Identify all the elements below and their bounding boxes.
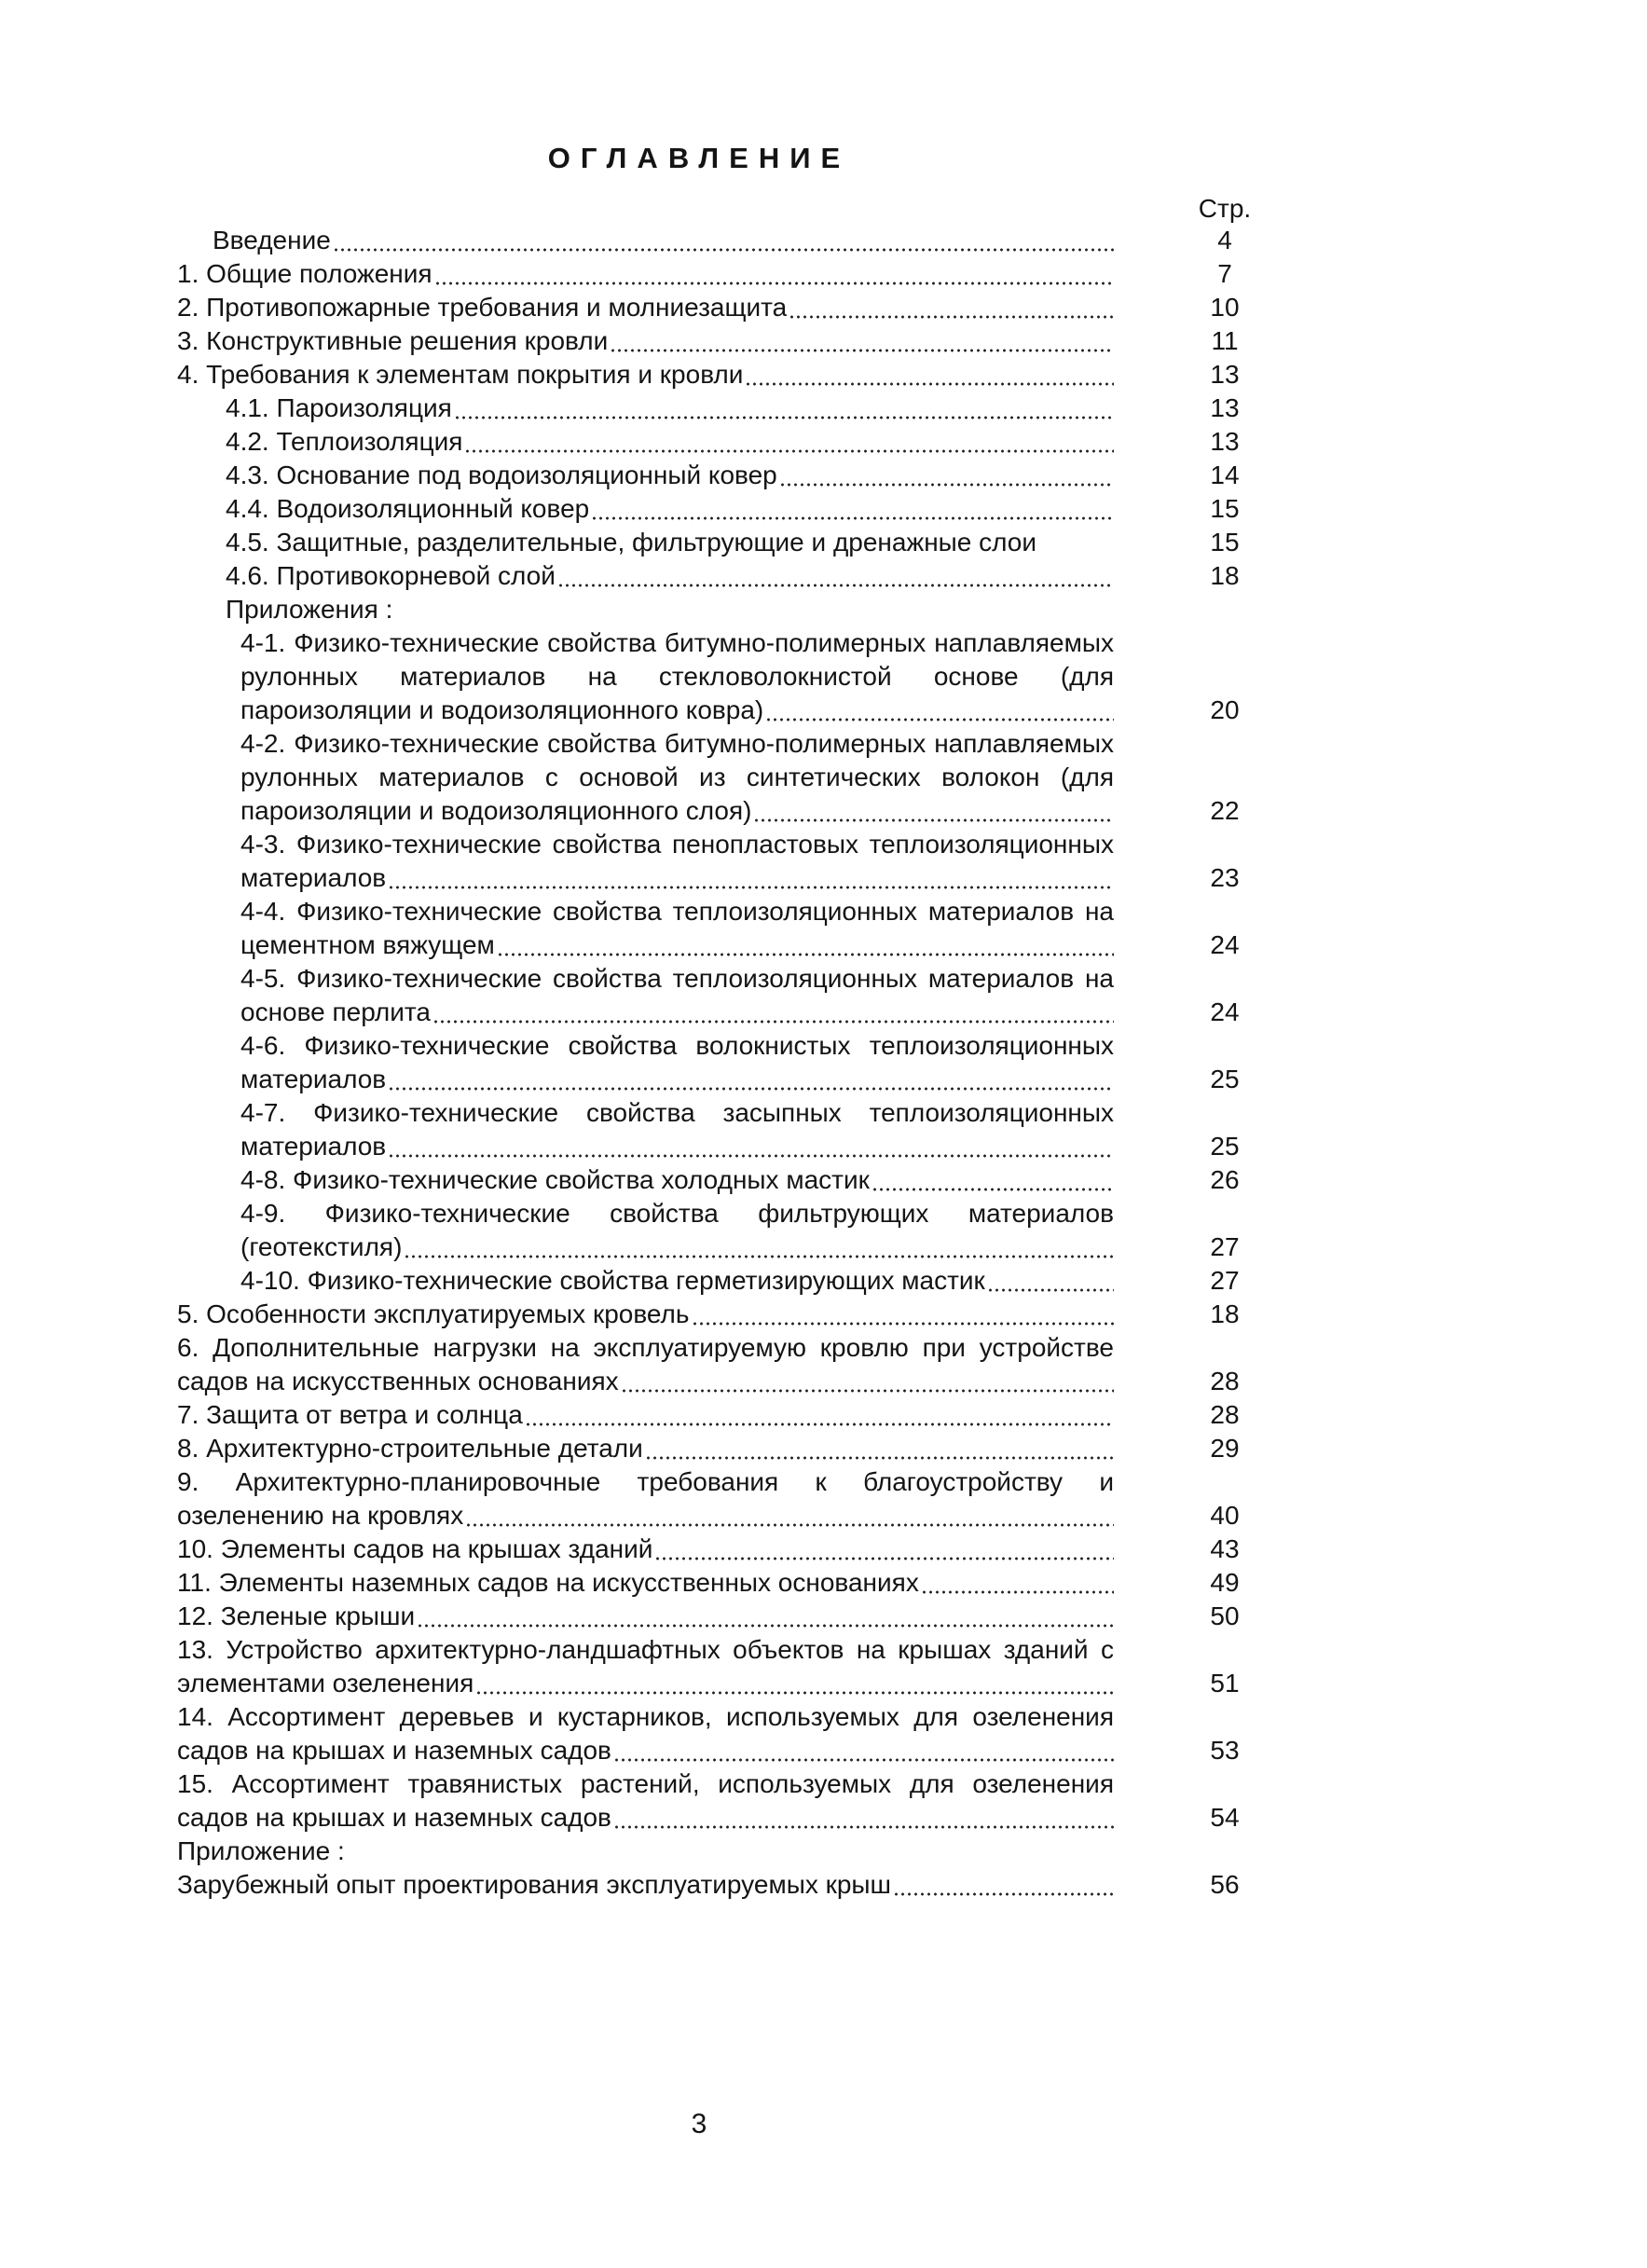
toc-entry-text: 9. Архитектурно-планировочные требования к благоустройству и озеленению на кровлях bbox=[177, 1467, 1114, 1530]
toc-entry-text: 4-1. Физико-технические свойства битумно-полимерных наплавляемых рулонных материалов на стекловолокнистой основе (для пароизоляции и водоизоляционного ковра) bbox=[240, 628, 1114, 724]
toc-entry bbox=[0, 1566, 1647, 1600]
toc-entry-text: 12. Зеленые крыши bbox=[177, 1601, 416, 1630]
toc-entry-text: Приложение : bbox=[177, 1836, 345, 1865]
toc-entry-page: 50 bbox=[1210, 1601, 1240, 1630]
toc-entry-page: 25 bbox=[1210, 1132, 1240, 1161]
toc-entry-text: 4-2. Физико-технические свойства битумно-полимерных наплавляемых рулонных материалов с основой из синтетических волокон (для пароизоляции и водоизоляционного слоя) bbox=[240, 729, 1114, 825]
toc-entry-text: 4-10. Физико-технические свойства герметизирующих мастик bbox=[240, 1266, 985, 1295]
toc-entry-page: 40 bbox=[1210, 1501, 1240, 1530]
dot-leader bbox=[987, 1288, 1114, 1292]
toc-entry bbox=[0, 1533, 1647, 1566]
toc-title: ОГЛАВЛЕНИЕ bbox=[547, 142, 851, 174]
toc-entry-text: 4-3. Физико-технические свойства пенопластовых теплоизоляционных материалов bbox=[240, 830, 1114, 892]
dot-leader bbox=[654, 1557, 1114, 1560]
toc-entry bbox=[0, 1600, 1647, 1633]
toc-entry-page: 43 bbox=[1210, 1534, 1240, 1563]
toc-entry-page: 13 bbox=[1210, 427, 1240, 456]
toc-entry-text: 2. Противопожарные требования и молниезащита bbox=[177, 293, 788, 322]
dot-leader bbox=[893, 1892, 1114, 1896]
dot-leader bbox=[432, 1020, 1114, 1024]
dot-leader bbox=[872, 1188, 1114, 1191]
toc-entry-page: 54 bbox=[1210, 1803, 1240, 1832]
dot-leader bbox=[388, 1087, 1114, 1091]
toc-entry-text: 13. Устройство архитектурно-ландшафтных объектов на крышах зданий с элементами озеленения bbox=[177, 1635, 1114, 1698]
toc-entry-text: Введение bbox=[213, 226, 331, 254]
dot-leader bbox=[753, 818, 1114, 822]
toc-entry-page: 24 bbox=[1210, 997, 1240, 1026]
toc-entry-text: 6. Дополнительные нагрузки на эксплуатируемую кровлю при устройстве садов на искусственных основаниях bbox=[177, 1333, 1114, 1395]
toc-entry bbox=[0, 1633, 1647, 1700]
toc-entry bbox=[0, 1835, 1647, 1868]
dot-leader bbox=[591, 516, 1114, 520]
toc-list bbox=[0, 224, 1647, 1902]
toc-entry-page: 20 bbox=[1210, 695, 1240, 724]
toc-entry bbox=[0, 1264, 1647, 1298]
toc-entry bbox=[0, 895, 1647, 962]
toc-entry-page: 56 bbox=[1210, 1870, 1240, 1899]
dot-leader bbox=[765, 718, 1114, 722]
toc-entry-page: 22 bbox=[1210, 796, 1240, 825]
toc-entry-text: 4.6. Противокорневой слой bbox=[226, 561, 556, 590]
dot-leader bbox=[613, 1825, 1114, 1829]
toc-entry-text: 4.3. Основание под водоизоляционный ковер bbox=[226, 460, 777, 489]
toc-entry bbox=[0, 425, 1647, 459]
toc-entry-text: 4-9. Физико-технические свойства фильтрующих материалов (геотекстиля) bbox=[240, 1199, 1114, 1261]
toc-entry bbox=[0, 358, 1647, 392]
toc-entry-text: 5. Особенности эксплуатируемых кровель bbox=[177, 1299, 690, 1328]
toc-entry bbox=[0, 392, 1647, 425]
toc-entry bbox=[0, 257, 1647, 291]
dot-leader bbox=[613, 1758, 1114, 1762]
toc-entry-page: 29 bbox=[1210, 1434, 1240, 1463]
dot-leader bbox=[417, 1624, 1114, 1628]
toc-entry bbox=[0, 224, 1647, 257]
toc-entry-page: 15 bbox=[1210, 494, 1240, 523]
toc-entry-text: 14. Ассортимент деревьев и кустарников, используемых для озеленения садов на крышах и наземных садов bbox=[177, 1702, 1114, 1765]
toc-entry-page: 4 bbox=[1217, 226, 1232, 254]
toc-entry-text: 15. Ассортимент травянистых растений, используемых для озеленения садов на крышах и наземных садов bbox=[177, 1769, 1114, 1832]
toc-entry-text: 4. Требования к элементам покрытия и кровли bbox=[177, 360, 744, 389]
toc-entry bbox=[0, 559, 1647, 593]
toc-entry-page: 13 bbox=[1210, 360, 1240, 389]
dot-leader bbox=[475, 1691, 1114, 1695]
toc-entry bbox=[0, 1465, 1647, 1533]
dot-leader bbox=[745, 382, 1114, 386]
toc-entry bbox=[0, 1298, 1647, 1331]
toc-entry-page: 7 bbox=[1217, 259, 1232, 288]
toc-entry bbox=[0, 1096, 1647, 1163]
toc-entry-text: 8. Архитектурно-строительные детали bbox=[177, 1434, 643, 1463]
dot-leader bbox=[525, 1423, 1114, 1426]
toc-entry-page: 27 bbox=[1210, 1232, 1240, 1261]
toc-entry-text: 4-6. Физико-технические свойства волокнистых теплоизоляционных материалов bbox=[240, 1031, 1114, 1093]
toc-entry-page: 15 bbox=[1210, 528, 1240, 557]
dot-leader bbox=[464, 449, 1114, 453]
toc-entry bbox=[0, 1700, 1647, 1767]
dot-leader bbox=[497, 953, 1114, 956]
toc-entry-text: 4.5. Защитные, разделительные, фильтрующие и дренажные слои bbox=[226, 528, 1036, 557]
dot-leader bbox=[404, 1255, 1114, 1258]
toc-entry-page: 51 bbox=[1210, 1669, 1240, 1698]
dot-leader bbox=[557, 584, 1114, 587]
toc-entry-page: 14 bbox=[1210, 460, 1240, 489]
toc-entry-text: 4.4. Водоизоляционный ковер bbox=[226, 494, 590, 523]
toc-entry-page: 27 bbox=[1210, 1266, 1240, 1295]
dot-leader bbox=[454, 416, 1114, 419]
toc-entry-text: 4.2. Теплоизоляция bbox=[226, 427, 463, 456]
page-column-label: Стр. bbox=[1198, 194, 1252, 223]
toc-entry-page: 18 bbox=[1210, 1299, 1240, 1328]
toc-entry-text: 1. Общие положения bbox=[177, 259, 432, 288]
toc-entry bbox=[0, 324, 1647, 358]
dot-leader bbox=[779, 483, 1114, 487]
page-number: 3 bbox=[691, 2109, 707, 2139]
toc-entry-text: 7. Защита от ветра и солнца bbox=[177, 1400, 523, 1429]
toc-entry bbox=[0, 828, 1647, 895]
toc-entry-text: 10. Элементы садов на крышах зданий bbox=[177, 1534, 653, 1563]
toc-entry-page: 25 bbox=[1210, 1065, 1240, 1093]
toc-entry-text: 4-7. Физико-технические свойства засыпных теплоизоляционных материалов bbox=[240, 1098, 1114, 1161]
toc-entry bbox=[0, 727, 1647, 828]
dot-leader bbox=[692, 1322, 1115, 1326]
toc-entry-text: 4-8. Физико-технические свойства холодных мастик bbox=[240, 1165, 870, 1194]
toc-entry bbox=[0, 459, 1647, 492]
dot-leader bbox=[434, 282, 1114, 285]
toc-entry-text: Приложения : bbox=[226, 595, 393, 624]
toc-entry-page: 28 bbox=[1210, 1367, 1240, 1395]
toc-entry bbox=[0, 1163, 1647, 1197]
toc-entry-text: 4.1. Пароизоляция bbox=[226, 393, 452, 422]
toc-entry bbox=[0, 1868, 1647, 1902]
toc-entry bbox=[0, 962, 1647, 1029]
toc-entry-page: 28 bbox=[1210, 1400, 1240, 1429]
toc-entry bbox=[0, 1331, 1647, 1398]
dot-leader bbox=[333, 248, 1114, 252]
dot-leader bbox=[645, 1456, 1114, 1460]
toc-entry-text: 3. Конструктивные решения кровли bbox=[177, 326, 609, 355]
toc-entry-page: 26 bbox=[1210, 1165, 1240, 1194]
toc-entry-page: 18 bbox=[1210, 561, 1240, 590]
toc-entry bbox=[0, 593, 1647, 626]
toc-entry-page: 11 bbox=[1211, 326, 1239, 355]
dot-leader bbox=[388, 1154, 1114, 1158]
toc-entry bbox=[0, 1432, 1647, 1465]
toc-entry bbox=[0, 1197, 1647, 1264]
toc-entry bbox=[0, 626, 1647, 727]
toc-entry bbox=[0, 1398, 1647, 1432]
dot-leader bbox=[610, 349, 1114, 352]
toc-entry-page: 10 bbox=[1210, 293, 1240, 322]
toc-entry-text: 4-5. Физико-технические свойства теплоизоляционных материалов на основе перлита bbox=[240, 964, 1114, 1026]
dot-leader bbox=[921, 1590, 1114, 1594]
toc-entry-page: 24 bbox=[1210, 930, 1240, 959]
toc-entry-text: 11. Элементы наземных садов на искусственных основаниях bbox=[177, 1568, 919, 1597]
toc-entry bbox=[0, 291, 1647, 324]
dot-leader bbox=[621, 1389, 1114, 1393]
toc-entry-page: 13 bbox=[1210, 393, 1240, 422]
toc-entry bbox=[0, 1767, 1647, 1835]
toc-entry-text: Зарубежный опыт проектирования эксплуатируемых крыш bbox=[177, 1870, 892, 1899]
toc-entry-page: 49 bbox=[1210, 1568, 1240, 1597]
toc-entry-page: 53 bbox=[1210, 1736, 1240, 1765]
toc-entry bbox=[0, 526, 1647, 559]
toc-entry bbox=[0, 1029, 1647, 1096]
toc-entry bbox=[0, 492, 1647, 526]
dot-leader bbox=[388, 886, 1114, 889]
dot-leader bbox=[789, 315, 1114, 319]
dot-leader bbox=[465, 1523, 1114, 1527]
toc-entry-page: 23 bbox=[1210, 863, 1240, 892]
toc-entry-text: 4-4. Физико-технические свойства теплоизоляционных материалов на цементном вяжущем bbox=[240, 897, 1114, 959]
